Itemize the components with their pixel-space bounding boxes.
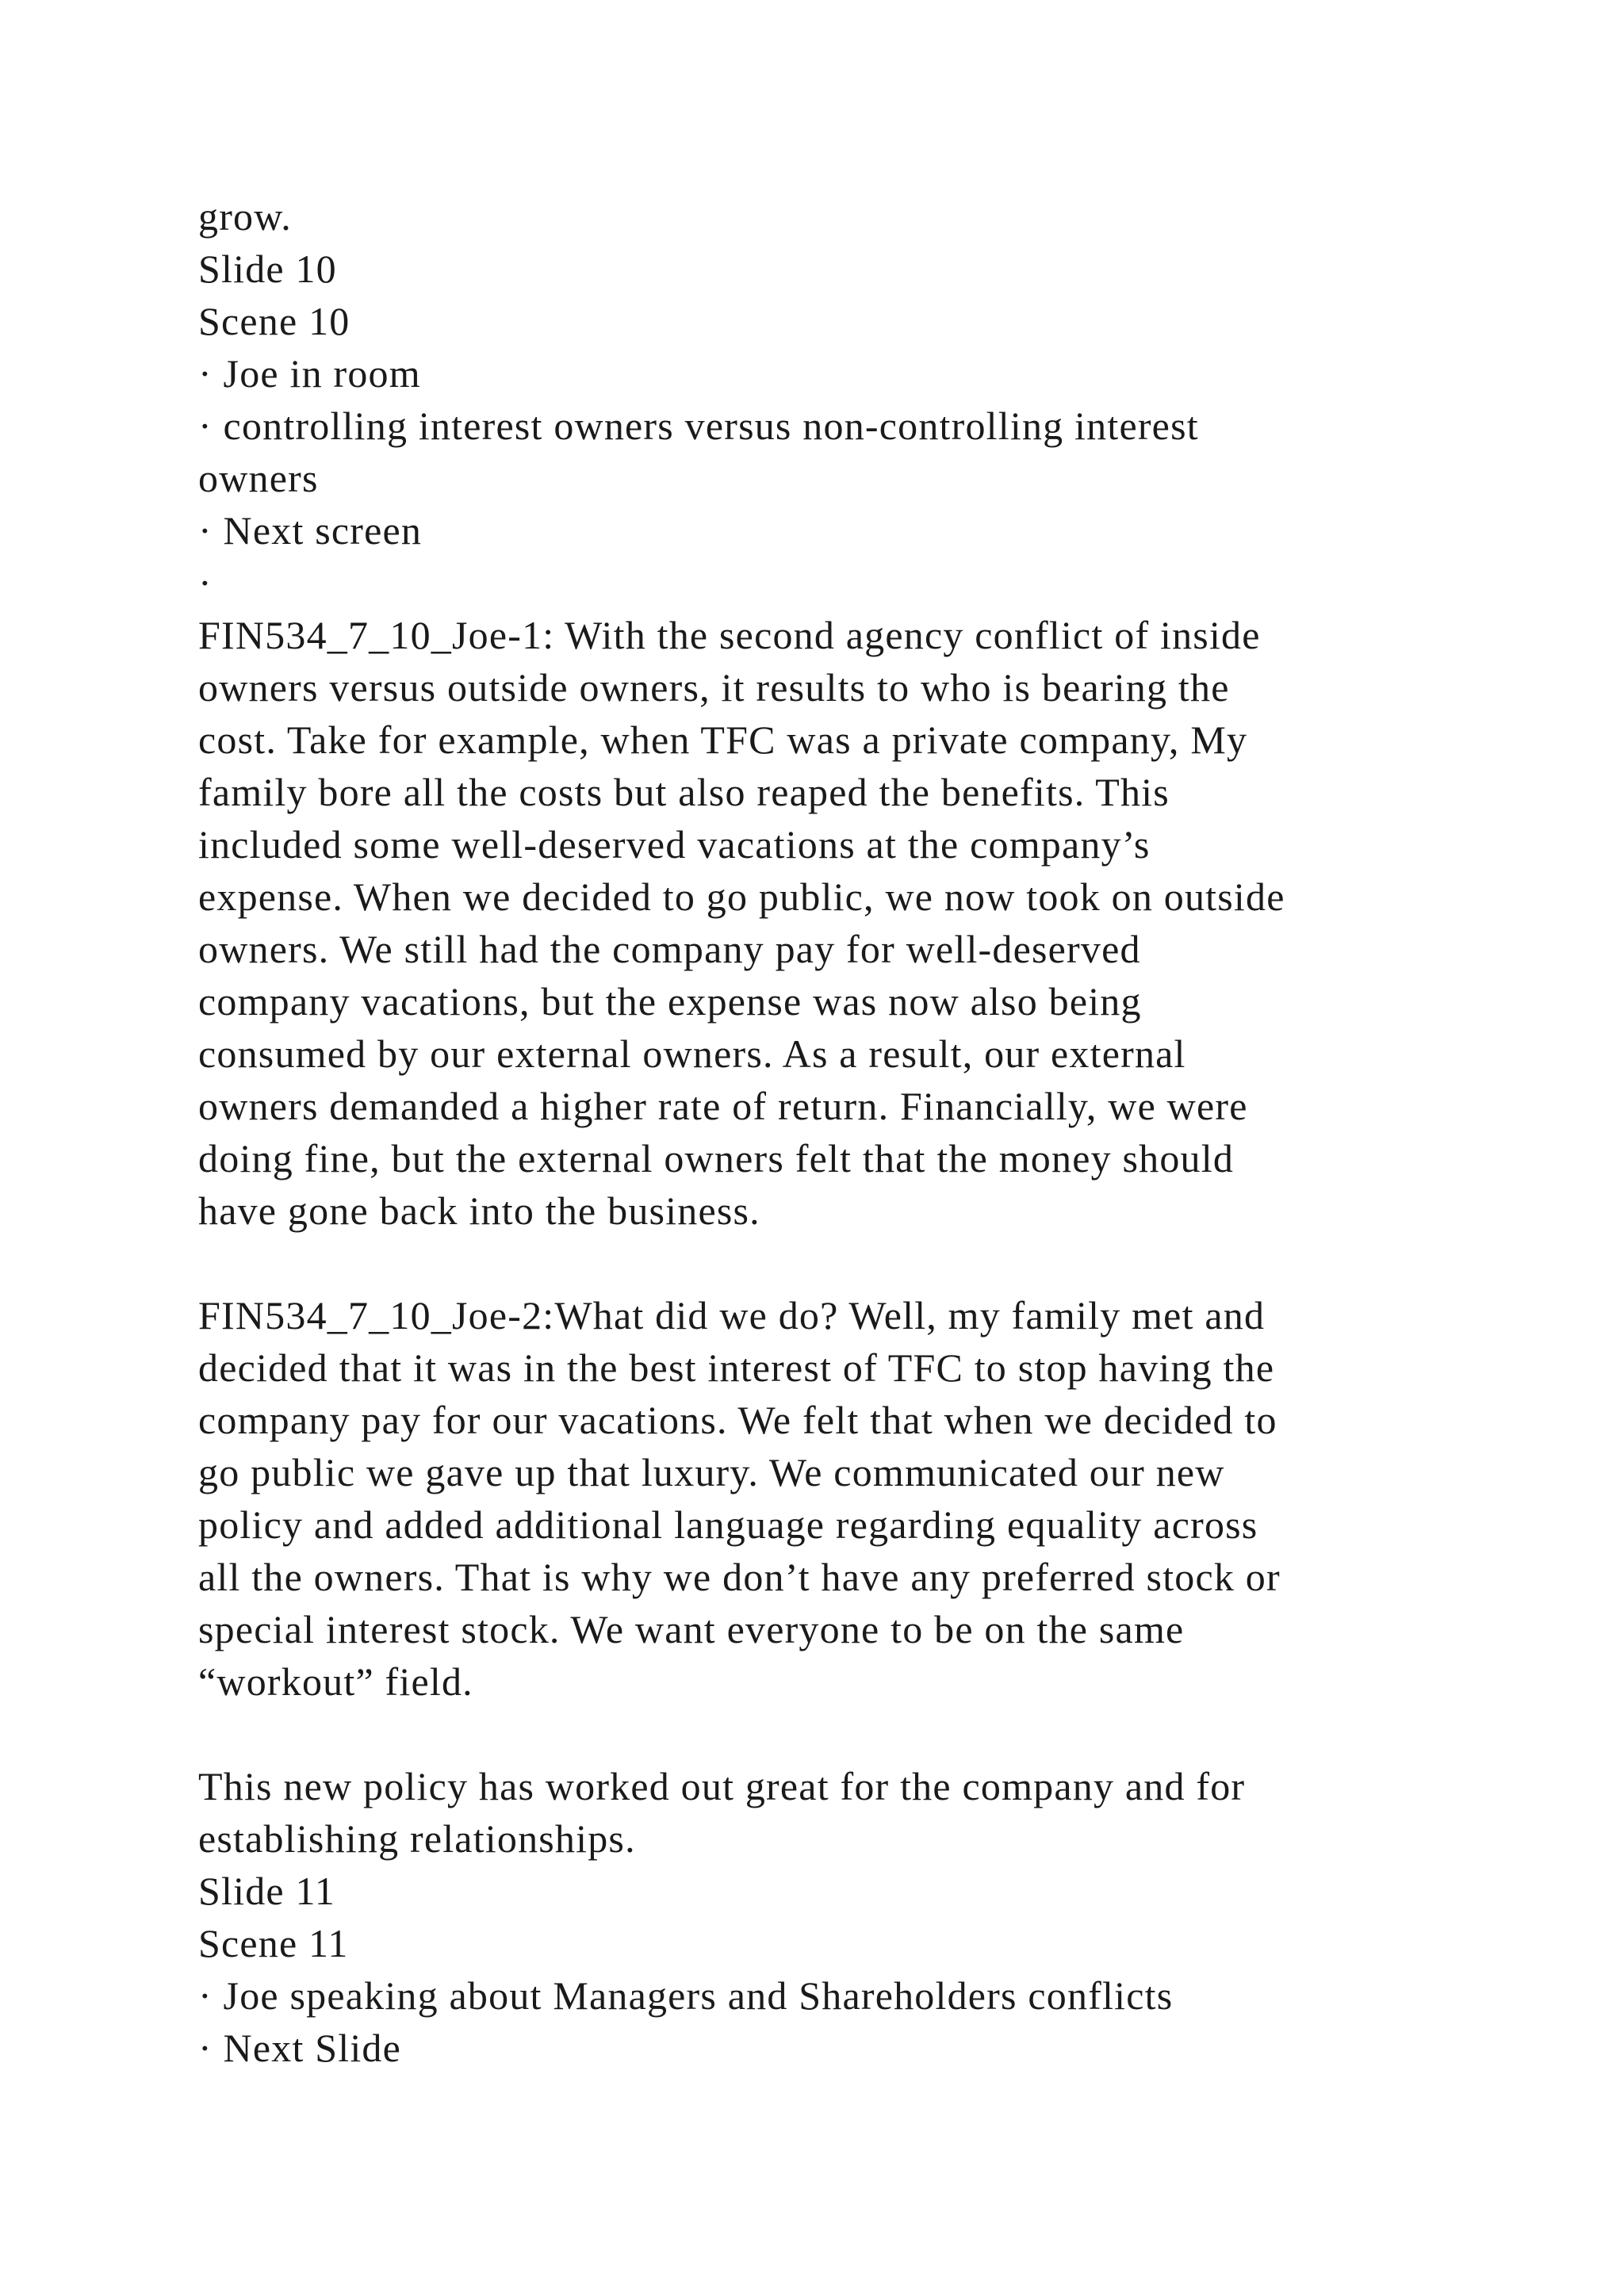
bullet-item: · Next screen — [198, 508, 423, 553]
blank-line — [198, 1708, 1499, 1760]
slide-heading: Slide 10 — [198, 247, 337, 291]
paragraph-line: included some well-deserved vacations at the company’s — [198, 822, 1151, 867]
bullet-item: · controlling interest owners versus non-controlling interest — [198, 404, 1199, 448]
slide-heading: Slide 11 — [198, 1869, 336, 1913]
paragraph-line: family bore all the costs but also reaped the benefits. This — [198, 770, 1170, 814]
paragraph-line: all the owners. That is why we don’t have any preferred stock or — [198, 1555, 1281, 1599]
document-page — [198, 190, 1499, 2074]
paragraph-line: company pay for our vacations. We felt that when we decided to — [198, 1398, 1277, 1442]
paragraph-line: special interest stock. We want everyone to be on the same — [198, 1607, 1185, 1651]
paragraph-line: cost. Take for example, when TFC was a private company, My — [198, 718, 1248, 762]
scene-heading: Scene 10 — [198, 299, 350, 343]
paragraph-line: owners. We still had the company pay for well-deserved — [198, 927, 1141, 971]
bullet-item: · Joe speaking about Managers and Shareholders conflicts — [198, 1973, 1174, 2018]
bullet-item: · Next Slide — [198, 2026, 402, 2070]
paragraph-line: This new policy has worked out great for the company and for — [198, 1764, 1246, 1808]
bullet-item: · Joe in room — [198, 351, 421, 396]
paragraph-line: decided that it was in the best interest of TFC to stop having the — [198, 1345, 1275, 1390]
paragraph-line: go public we gave up that luxury. We communicated our new — [198, 1450, 1225, 1494]
paragraph-line: “workout” field. — [198, 1659, 473, 1704]
bullet-item-continued: owners — [198, 456, 319, 500]
paragraph-line: owners versus outside owners, it results to who is bearing the — [198, 665, 1230, 710]
paragraph-line: owners demanded a higher rate of return. Financially, we were — [198, 1084, 1248, 1128]
paragraph-line: FIN534_7_10_Joe-1: With the second agency conflict of inside — [198, 613, 1261, 657]
paragraph-line: FIN534_7_10_Joe-2:What did we do? Well, my family met and — [198, 1293, 1266, 1337]
scene-heading: Scene 11 — [198, 1921, 349, 1965]
paragraph-line: have gone back into the business. — [198, 1188, 760, 1233]
text-line: grow. — [198, 194, 293, 239]
paragraph-line: establishing relationships. — [198, 1816, 636, 1861]
paragraph-line: expense. When we decided to go public, we now took on outside — [198, 874, 1285, 919]
paragraph-line: consumed by our external owners. As a result, our external — [198, 1031, 1186, 1076]
paragraph-line: policy and added additional language regarding equality across — [198, 1502, 1258, 1547]
blank-line — [198, 1237, 1499, 1289]
paragraph-line: company vacations, but the expense was now also being — [198, 979, 1142, 1024]
paragraph-line: doing fine, but the external owners felt that the money should — [198, 1136, 1235, 1181]
bullet-item: · — [198, 561, 213, 605]
